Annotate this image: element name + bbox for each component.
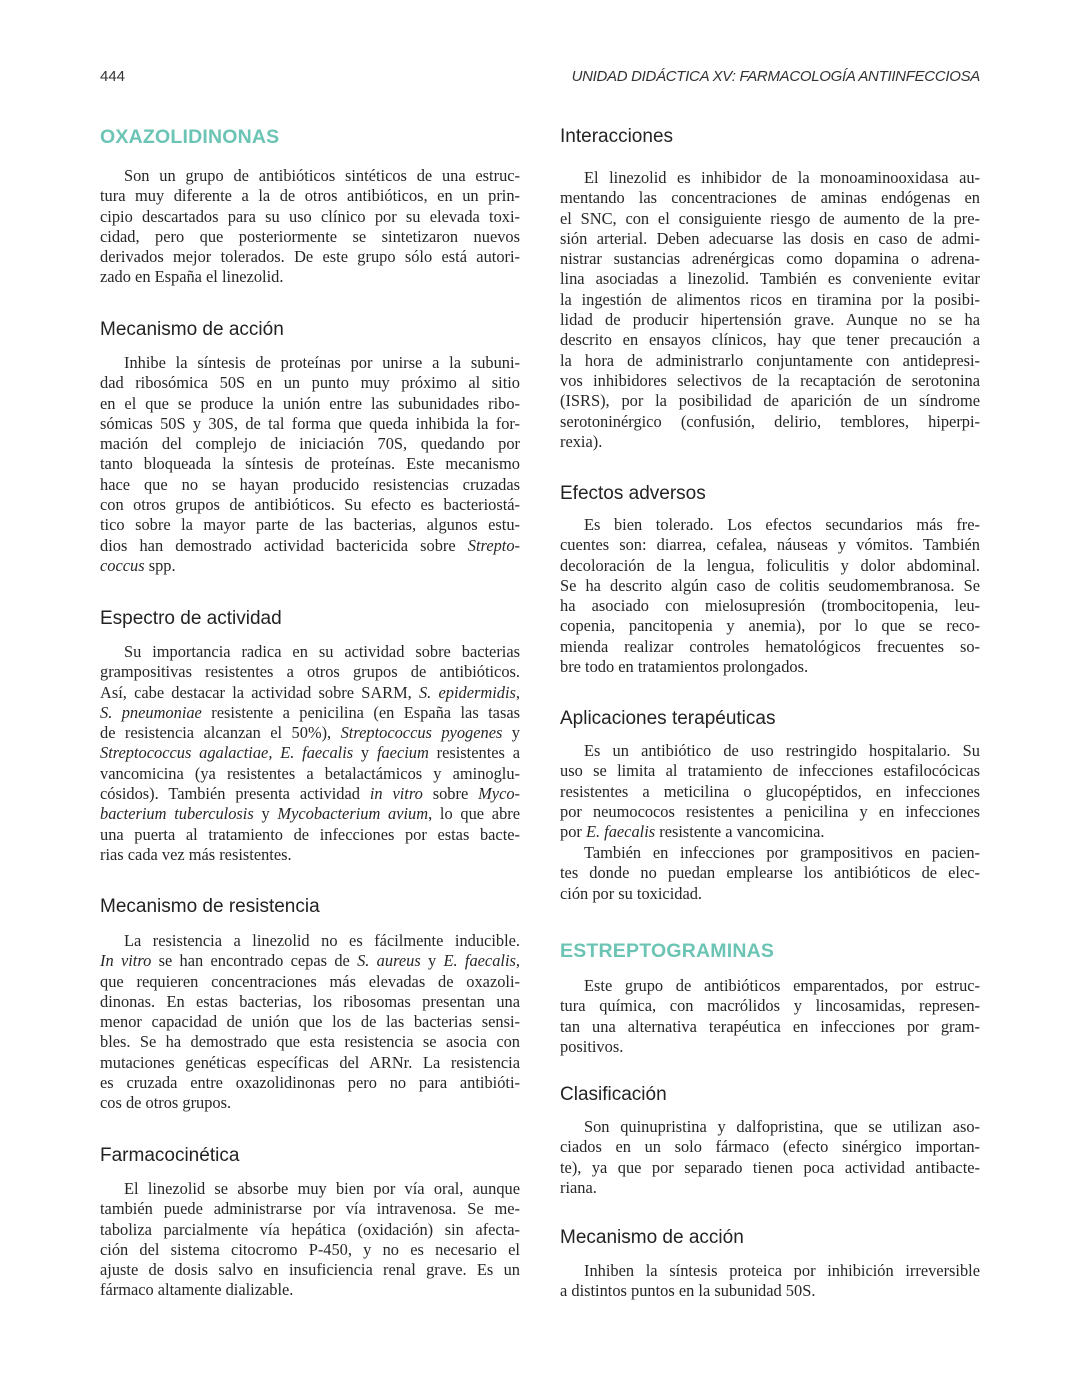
text-line: cuentes son: diarrea, cefalea, náuseas y vómitos. También [560, 535, 980, 555]
text-line: descrito en ensayos clínicos, hay que tener precaución a [560, 330, 980, 350]
text-line: Es bien tolerado. Los efectos secundarios más fre- [584, 515, 980, 534]
text-line: a distintos puntos en la subunidad 50S. [560, 1281, 816, 1301]
text-line: dad ribosómica 50S en un punto muy próximo al sitio [100, 373, 520, 393]
text-line: tura química, con macrólidos y lincosamidas, represen- [560, 996, 980, 1016]
text: , lo que abre [428, 804, 521, 824]
italic-text: S. pneumoniae [100, 702, 202, 722]
subheading-mecanismo-accion: Mecanismo de acción [100, 319, 284, 340]
text-line: cidad, pero que posteriormente se sintetizaron nuevos [100, 226, 520, 246]
paragraph [560, 1117, 980, 1198]
text-line: mación del complejo de iniciación 70S, quedando por [100, 434, 520, 454]
text-line: Se ha descrito algún caso de colitis seudomembranosa. Se [560, 575, 980, 595]
text-line: tura muy diferente a la de otros antibióticos, en un prin- [100, 186, 520, 206]
text: resistente a penicilina (en España las tasas [201, 702, 520, 722]
text-line: cos de otros grupos. [100, 1093, 232, 1113]
text-line: tan una alternativa terapéutica en infecciones por gram- [560, 1016, 980, 1036]
text-line: rexia). [560, 431, 603, 451]
text-line: bles. Se ha demostrado que esta resistencia se asocia con [100, 1032, 520, 1052]
text-line [100, 703, 520, 723]
text-line: es cruzada entre oxazolidinonas pero no para antibióti- [100, 1073, 520, 1093]
paragraph [560, 515, 980, 677]
text-line: lidad de producir hipertensión grave. Aunque no se ha [560, 310, 980, 330]
text-line: la hora de administrarlo conjuntamente con antidepresi- [560, 350, 980, 370]
text-line: el SNC, con el consiguiente riesgo de aumento de la pre- [560, 208, 980, 228]
italic-text: Myco- [478, 784, 520, 804]
text-line: ajuste de dosis salvo en insuficiencia renal grave. Es un [100, 1260, 520, 1280]
text-line: en el que se produce la unión entre las subunidades ribo- [100, 393, 520, 413]
text-line: dinonas. En estas bacterias, los ribosomas presentan una [100, 991, 520, 1011]
paragraph [560, 168, 980, 452]
italic-text: coccus [100, 555, 145, 575]
paragraph [560, 741, 980, 842]
text-line: Este grupo de antibióticos emparentados, por estruc- [584, 976, 980, 995]
text-line: ha asociado con mielosupresión (trombocitopenia, leu- [560, 596, 980, 616]
text-line: fármaco altamente dializable. [100, 1280, 294, 1300]
text-line: rias cada vez más resistentes. [100, 844, 292, 864]
text-line: también puede administrarse por vía intravenosa. Se me- [100, 1199, 520, 1219]
subheading-efectos-adversos: Efectos adversos [560, 483, 706, 504]
subheading-mecanismo-accion-estreptograminas: Mecanismo de acción [560, 1227, 744, 1248]
text-line: decoloración de la lengua, foliculitis y dolor abdominal. [560, 555, 980, 575]
section-title-estreptograminas: ESTREPTOGRAMINAS [560, 940, 775, 962]
text-line: ciados en un solo fármaco (efecto sinérgico importan- [560, 1137, 980, 1157]
text-line: El linezolid se absorbe muy bien por vía oral, aunque [124, 1179, 520, 1198]
text-line: cipio descartados para su uso clínico por su elevada toxi- [100, 206, 520, 226]
italic-text: Mycobacterium avium [277, 804, 429, 824]
text-line [560, 822, 980, 842]
text: por [560, 822, 586, 842]
text-line: derivados mejor tolerados. De este grupo sólo está autori- [100, 247, 520, 267]
paragraph [100, 642, 520, 865]
text: spp. [144, 555, 176, 575]
italic-text: in vitro [369, 784, 423, 804]
text-line: con otros grupos de antibióticos. Su efecto es bacteriostá- [100, 495, 520, 515]
subheading-aplicaciones: Aplicaciones terapéuticas [560, 708, 776, 729]
subheading-interacciones: Interacciones [560, 126, 674, 147]
text-line: menor capacidad de unión que los de las bacterias sensi- [100, 1012, 520, 1032]
text: , [515, 951, 520, 971]
text-line [100, 556, 520, 576]
text-line: vos inhibidores selectivos de la recaptación de serotonina [560, 370, 980, 390]
text-line: taboliza parcialmente vía hepática (oxidación) sin afecta- [100, 1219, 520, 1239]
page-number: 444 [100, 68, 126, 85]
text-line: hace que no se hayan producido resistencias cruzadas [100, 474, 520, 494]
italic-text: bacterium tuberculosis [100, 804, 254, 824]
paragraph [560, 843, 980, 904]
text-line: La resistencia a linezolid no es fácilmente inducible. [124, 931, 520, 950]
text-line: Su importancia radica en su actividad sobre bacterias [124, 642, 520, 661]
running-title: UNIDAD DIDÁCTICA XV: FARMACOLOGÍA ANTIINFECCIOSA [571, 68, 980, 85]
subheading-espectro: Espectro de actividad [100, 608, 282, 629]
italic-text: In vitro [100, 951, 152, 971]
subheading-mecanismo-resistencia: Mecanismo de resistencia [100, 896, 320, 917]
italic-text: faecium [376, 743, 429, 763]
text-line: por neumococos resistentes a penicilina y en infecciones [560, 801, 980, 821]
italic-text: S. epidermidis [418, 682, 516, 702]
text-line [100, 536, 520, 556]
text-line: El linezolid es inhibidor de la monoaminooxidasa au- [584, 168, 980, 187]
text-line: También en infecciones por grampositivos en pacien- [584, 843, 980, 862]
italic-text: Strepto- [467, 535, 520, 555]
text: se han encontrado cepas de [151, 951, 358, 971]
text-line: Son quinupristina y dalfopristina, que se utilizan aso- [584, 1117, 980, 1136]
text-line [100, 723, 520, 743]
text-line [100, 951, 520, 971]
text-line: Inhiben la síntesis proteica por inhibición irreversible [584, 1261, 980, 1280]
paragraph [100, 1179, 520, 1301]
text-line: lina asociadas a linezolid. También es conveniente evitar [560, 269, 980, 289]
text-line: (ISRS), por la posibilidad de aparición de un síndrome [560, 391, 980, 411]
text: Así, cabe destacar la actividad sobre SARM, [100, 682, 419, 702]
italic-text: E. faecalis [585, 822, 656, 842]
text-line: ción del sistema citocromo P-450, y no es necesario el [100, 1239, 520, 1259]
text-line: tes donde no puedan emplearse los antibióticos de elec- [560, 863, 980, 883]
text: y [420, 951, 444, 971]
text-line: sión arterial. Deben adecuarse las dosis en caso de admi- [560, 228, 980, 248]
text-line [100, 784, 520, 804]
text-line: uso se limita al tratamiento de infecciones estafilocócicas [560, 761, 980, 781]
text-line: mentando las concentraciones de aminas endógenas en [560, 188, 980, 208]
text-line: Es un antibiótico de uso restringido hospitalario. Su [584, 741, 980, 760]
text-line: resistentes a meticilina o glucopéptidos, en infecciones [560, 781, 980, 801]
text-line: te), ya que por separado tienen poca actividad antibacte- [560, 1157, 980, 1177]
text-line: Son un grupo de antibióticos sintéticos de una estruc- [124, 166, 520, 185]
text: dios han demostrado actividad bactericida sobre [100, 535, 468, 555]
section-title-oxazolidinonas: OXAZOLIDINONAS [100, 126, 280, 148]
text-line: zado en España el linezolid. [100, 267, 284, 287]
paragraph [100, 166, 520, 288]
text-line: nistrar sustancias adrenérgicas como dopamina o adrena- [560, 249, 980, 269]
text-line: mienda realizar controles hematológicos frecuentes so- [560, 636, 980, 656]
text-line: positivos. [560, 1036, 624, 1056]
text-line: Inhibe la síntesis de proteínas por unirse a la subuni- [124, 353, 520, 372]
paragraph [100, 931, 520, 1114]
text-line [100, 683, 520, 703]
italic-text: S. aureus [357, 951, 421, 971]
subheading-clasificacion: Clasificación [560, 1084, 667, 1105]
text: y [502, 723, 520, 743]
italic-text: Streptococcus pyogenes [340, 723, 503, 743]
text: sobre [422, 784, 479, 804]
text-line: vancomicina (ya resistentes a betalactámicos y aminoglu- [100, 763, 520, 783]
text-line: sómicas 50S y 30S, de tal forma que queda inhibida la for- [100, 413, 520, 433]
italic-text: Streptococcus agalactiae, E. faecalis [100, 743, 354, 763]
text-line: que requieren concentraciones más elevadas de oxazoli- [100, 971, 520, 991]
text-line: copenia, pancitopenia y anemia), por lo que se reco- [560, 616, 980, 636]
paragraph [560, 1261, 980, 1302]
text-line: grampositivas resistentes a otros grupos de antibióticos. [100, 662, 520, 682]
text: de resistencia alcanzan el 50%), [100, 723, 341, 743]
text: resistente a vancomicina. [655, 822, 825, 842]
text-line: tanto bloqueada la síntesis de proteínas. Este mecanismo [100, 454, 520, 474]
text-line: la ingestión de alimentos ricos en tiramina por la posibi- [560, 289, 980, 309]
text-line: serotoninérgico (confusión, delirio, temblores, hiperpi- [560, 411, 980, 431]
text: y [353, 743, 377, 763]
text-line: ción por su toxicidad. [560, 883, 703, 903]
text-line [100, 743, 520, 763]
italic-text: E. faecalis [443, 951, 516, 971]
text-line: una puerta al tratamiento de infecciones por estas bacte- [100, 824, 520, 844]
paragraph [100, 353, 520, 576]
text-line: bre todo en tratamientos prolongados. [560, 657, 809, 677]
text-line: riana. [560, 1177, 597, 1197]
text: cósidos). También presenta actividad [100, 784, 370, 804]
paragraph [560, 976, 980, 1057]
subheading-farmacocinetica: Farmacocinética [100, 1145, 240, 1166]
text: y [253, 804, 278, 824]
text-line [100, 804, 520, 824]
text-line: mutaciones genéticas específicas del ARNr. La resistencia [100, 1052, 520, 1072]
text: resistentes a [428, 743, 520, 763]
text-line: tico sobre la mayor parte de las bacterias, algunos estu- [100, 515, 520, 535]
text: , [515, 682, 520, 702]
